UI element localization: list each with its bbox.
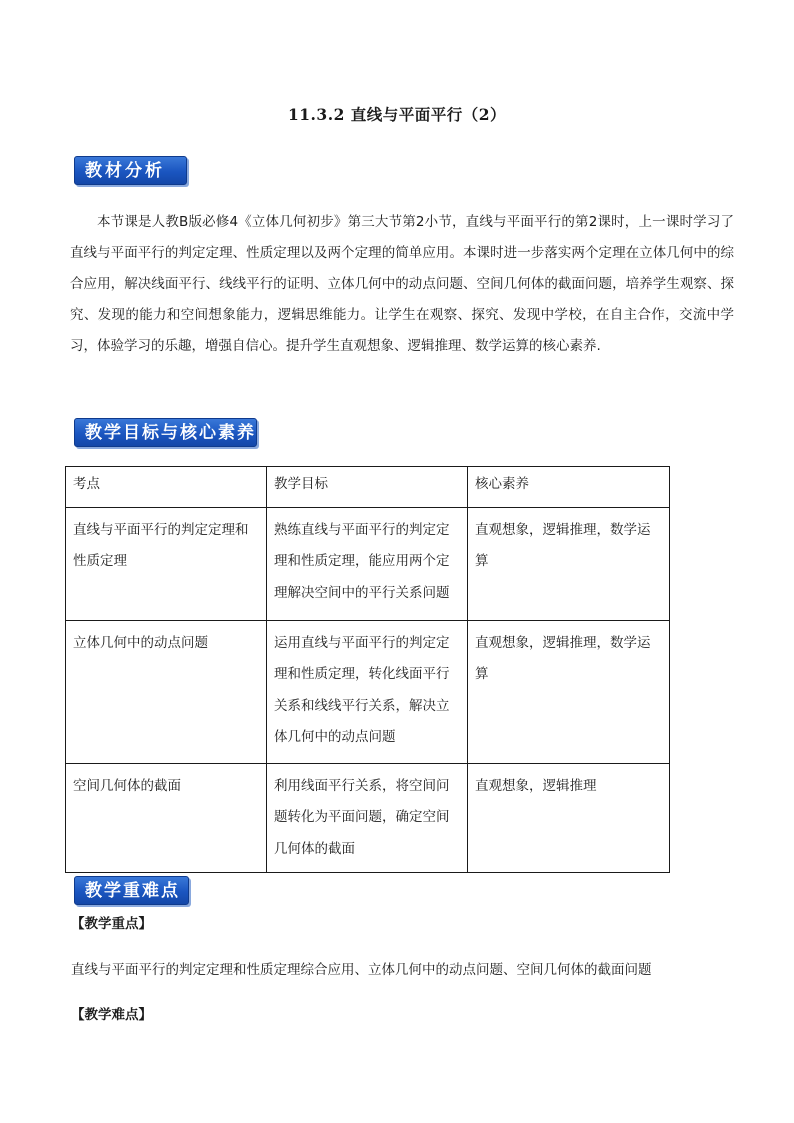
key-points-label: 【教学重点】 — [71, 916, 152, 932]
table-cell: 利用线面平行关系，将空间问题转化为平面问题，确定空间几何体的截面 — [267, 763, 468, 872]
table-cell: 直观想象，逻辑推理，数学运算 — [468, 507, 670, 620]
section-banner-difficulties: 教学重难点 — [74, 876, 189, 905]
analysis-paragraph: 本节课是人教B版必修4《立体几何初步》第三大节第2小节，直线与平面平行的第2课时，上一课时学习了直线与平面平行的判定定理、性质定理以及两个定理的简单应用。本课时进一步落实两个定理在立体几何中的综合应用，解决线面平行、线线平行的证明、立体几何中的动点问题、空间几何体的截面问题，培养学生观察、探究、发现的能力和空间想象能力，逻辑思维能力。让学生在观察、探究、发现中学校，在自主合作，交流中学习，体验学习的乐趣，增强自信心。提升学生直观想象、逻辑推理、数学运算的核心素养. — [70, 214, 734, 354]
table-header-cell: 教学目标 — [267, 467, 468, 508]
table-cell: 直观想象，逻辑推理 — [468, 763, 670, 872]
table-row — [66, 763, 670, 872]
table-header-cell: 考点 — [66, 467, 267, 508]
section-banner-goals: 教学目标与核心素养 — [74, 418, 257, 447]
table-row — [66, 507, 670, 620]
goals-table — [65, 466, 670, 873]
table-cell: 直线与平面平行的判定定理和性质定理 — [66, 507, 267, 620]
table-cell: 立体几何中的动点问题 — [66, 620, 267, 763]
document-title: 11.3.2 直线与平面平行（2） — [287, 105, 507, 124]
key-points-text: 直线与平面平行的判定定理和性质定理综合应用、立体几何中的动点问题、空间几何体的截面问题 — [71, 962, 652, 978]
table-header-row — [66, 467, 670, 508]
table-header-cell: 核心素养 — [468, 467, 670, 508]
table-cell: 熟练直线与平面平行的判定定理和性质定理，能应用两个定理解决空间中的平行关系问题 — [267, 507, 468, 620]
section-banner-analysis: 教材分析 — [74, 156, 187, 185]
table-cell: 空间几何体的截面 — [66, 763, 267, 872]
difficult-points-label: 【教学难点】 — [71, 1007, 152, 1023]
table-row — [66, 620, 670, 763]
table-cell: 运用直线与平面平行的判定定理和性质定理，转化线面平行关系和线线平行关系，解决立体几何中的动点问题 — [267, 620, 468, 763]
table-cell: 直观想象，逻辑推理，数学运算 — [468, 620, 670, 763]
